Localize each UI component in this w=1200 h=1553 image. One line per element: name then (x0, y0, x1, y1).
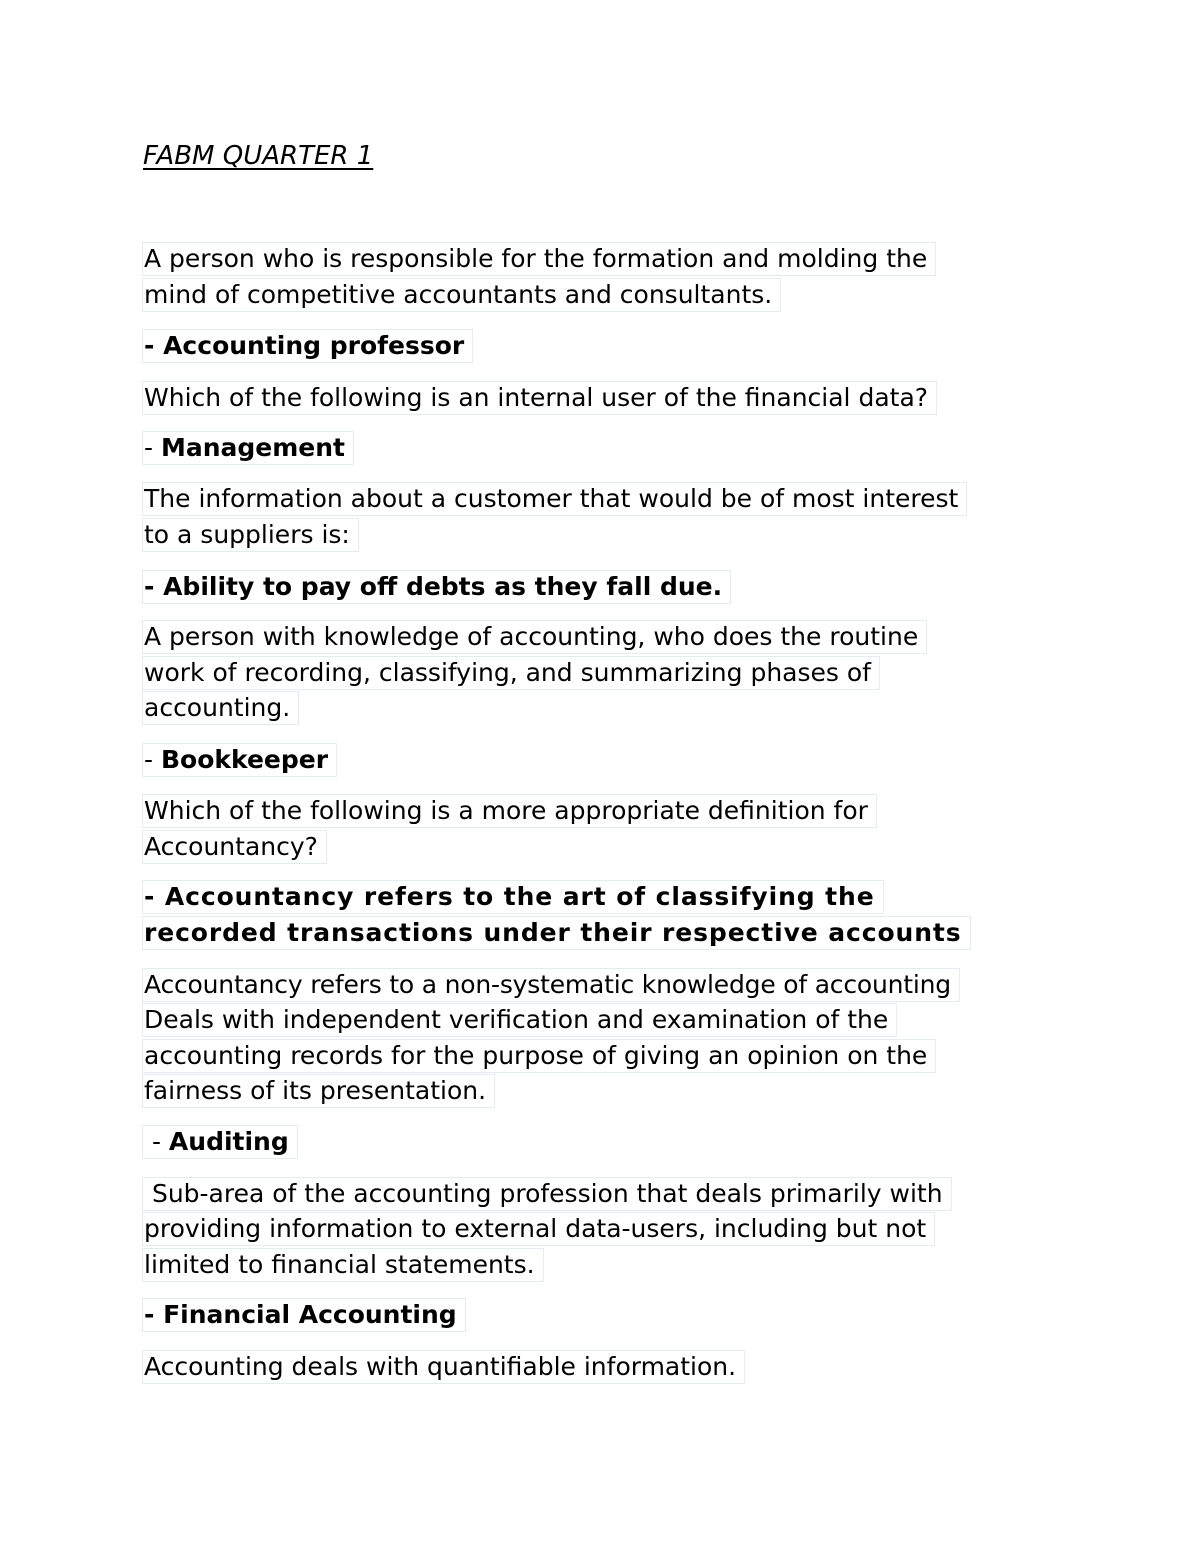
question-line (142, 1248, 544, 1282)
text-line: Accountancy refers to a non-systematic knowledge of accounting (142, 968, 960, 1002)
text-line: limited to financial statements. (142, 1248, 544, 1282)
answer-text: - Financial Accounting (142, 1298, 466, 1332)
question-line (142, 1350, 745, 1384)
text-line: Accountancy? (142, 830, 327, 864)
document-title: FABM QUARTER 1 (143, 141, 374, 171)
answer-prefix: - (144, 1127, 169, 1156)
question-line (142, 794, 877, 828)
question-line (142, 518, 359, 552)
text-line: fairness of its presentation. (142, 1074, 495, 1108)
text-line: Which of the following is a more appropriate definition for (142, 794, 877, 828)
text-line: A person with knowledge of accounting, who does the routine (142, 620, 927, 654)
answer-line (142, 916, 971, 950)
text-line: accounting. (142, 691, 299, 725)
answer-box (142, 1125, 298, 1159)
answer-text: Auditing (168, 1127, 289, 1156)
text-line: Sub-area of the accounting profession that deals primarily with (142, 1177, 952, 1211)
question-line (142, 656, 880, 690)
answer-box (142, 431, 354, 465)
question-line (142, 381, 937, 415)
question-line (142, 1039, 936, 1073)
question-line (142, 278, 781, 312)
answer-line (142, 570, 731, 604)
question-line (142, 1003, 897, 1037)
answer-line (142, 880, 884, 914)
answer-box (142, 743, 337, 777)
text-line: mind of competitive accountants and consultants. (142, 278, 781, 312)
text-line: The information about a customer that would be of most interest (142, 482, 967, 516)
answer-prefix: - (144, 433, 161, 462)
text-line: A person who is responsible for the formation and molding the (142, 242, 936, 276)
text-line: Deals with independent verification and examination of the (142, 1003, 897, 1037)
question-line (142, 1074, 495, 1108)
answer-line (142, 431, 354, 465)
text-line: accounting records for the purpose of giving an opinion on the (142, 1039, 936, 1073)
question-line (142, 620, 927, 654)
text-line: Accounting deals with quantifiable information. (142, 1350, 745, 1384)
question-line (142, 482, 967, 516)
answer-prefix: - (144, 745, 161, 774)
answer-text: recorded transactions under their respective accounts (142, 916, 971, 950)
question-line (142, 691, 299, 725)
question-line (142, 242, 936, 276)
answer-line (142, 329, 473, 363)
answer-text: - Accounting professor (142, 329, 473, 363)
answer-line (142, 1125, 298, 1159)
question-line (142, 1177, 952, 1211)
question-line (142, 968, 960, 1002)
text-line: providing information to external data-users, including but not (142, 1212, 935, 1246)
answer-text: - Accountancy refers to the art of classifying the (142, 880, 884, 914)
question-line (142, 830, 327, 864)
text-line: Which of the following is an internal user of the financial data? (142, 381, 937, 415)
answer-line (142, 743, 337, 777)
question-line (142, 1212, 935, 1246)
text-line: work of recording, classifying, and summarizing phases of (142, 656, 880, 690)
text-line: to a suppliers is: (142, 518, 359, 552)
answer-text: Management (160, 433, 345, 462)
answer-text: Bookkeeper (160, 745, 329, 774)
answer-line (142, 1298, 466, 1332)
answer-text: - Ability to pay off debts as they fall due. (142, 570, 731, 604)
